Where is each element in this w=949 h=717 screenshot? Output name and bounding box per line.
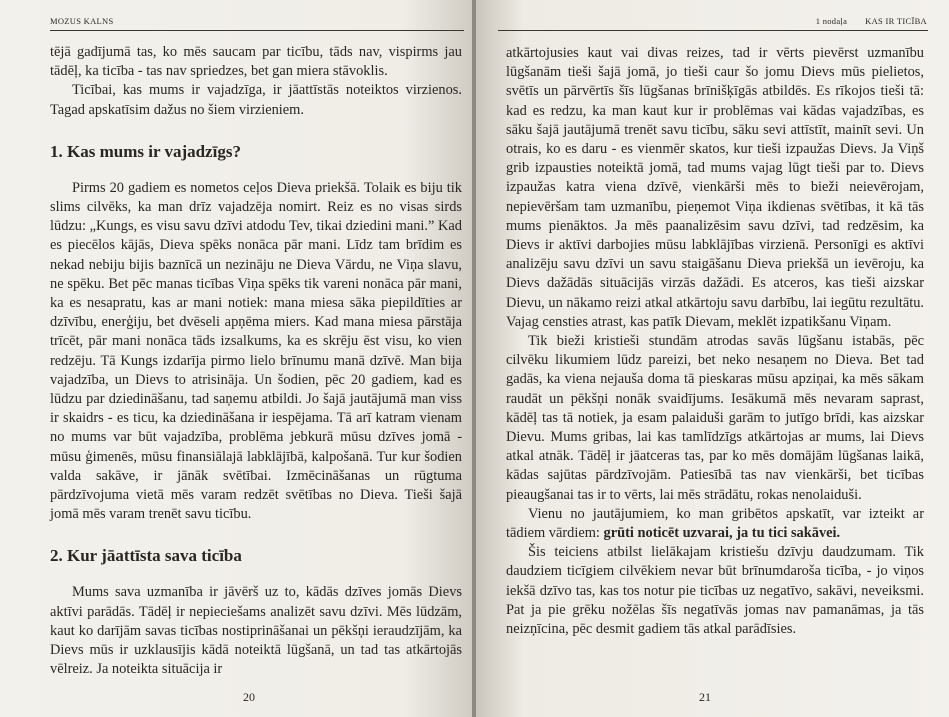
paragraph <box>506 505 924 543</box>
paragraph: Tik bieži kristieši stundām atrodas savās lūgšanu istabās, pēc cilvēku likumiem lūdz pareizi, bet neko nesaņem no Dieva. Bet tad gadās, ka viena nejauša doma tā pieskaras mūsu apziņai, ka mēs sākam raudāt un pēkšņi nonāk svaidījums. Iesākumā mēs nevaram saprast, kādēļ tas tā notiek, ja esam palaiduši garām to jutīgo brīdi, kas aizskar Dievu. Mums gribas, lai kas tamlīdzīgs atkārtojas ar mums, lai Dievs atkal atnāk. Tādēļ ir jāatceras tas, par ko mēs domājām lūgšanas laikā, kādas sajūtas pārdzīvojām. Patiesībā tas nav vienkārši, bet ticības pieaugšanai tas ir to vērts, lai mēs strādātu, rokas nenolaiduši. <box>506 333 924 503</box>
paragraph: Šis teiciens atbilst lielākajam kristiešu dzīvju daudzumam. Tik daudziem ticīgiem cilvēkiem nevar būt brīnumdaroša ticība, - jo viņos iekšā dzīvo tas, kas tos notur pie ticības uz negatīvo, sakāvi, neveiksmi. Pat ja pie grēku nožēlas šīs negatīvās jomas nav pamanāmas, ja tās neizņīcina, pēc desmit gadiem tās atkal parādīsies. <box>506 544 924 638</box>
paragraph: atkārtojusies kaut vai divas reizes, tad ir vērts pievērst uzmanību lūgšanām tieši šajā jomā, jo tieši caur šo jomu Dievs mūs pielietos, svētīs un pārvērtīs šīs lūgšanas brīnišķīgās atbildēs. Es rīkojos tieši tā: kad es redzu, ka man kaut kur ir problēmas vai kādas vajadzības, es sāku šajā jautājumā trenēt savu ticību, sāku sevi attīstīt, mainīt sevi. Un otrais, ko es daru - es vienmēr skatos, kur tieši izpaužas Dievs. Ja Viņš grib izpausties noteiktā jomā, tad mums vajag lūgt tieši par to. Dievs izpaužas katra viena dzīvē, vienkārši mēs to bieži neievērojam, nepievēršam tam uzmanību, pieņemot Viņa ikdienas svētības, it kā tās mums pienāktos. Ja mēs paanalizēsim savu dzīvi, tad redzēsim, ka Dievs ir aktīvi darbojies mūsu labklājības virzienā. Personīgi es aktīvi analizēju savu dzīvi un savu staigāšanu Dieva priekšā un ievēroju, ka Dievs dažādās situācijās virzās dažādi. Es atceros, kas tieši aizskar Dievu, un nākamo reizi atkal atkārtoju savu darbību, lai iegūtu rezultātu. Vajag censties atrast, kas patīk Dievam, meklēt izpatikšanu Viņam. <box>506 45 924 330</box>
chapter-label: 1 nodaļa <box>815 16 848 26</box>
emphasized-statement: grūti noticēt uzvarai, ja tu tici sakāvei. <box>603 525 841 542</box>
section-heading-2: 2. Kur jāattīsta sava ticība <box>50 546 242 566</box>
running-head-left: MOZUS KALNS <box>50 16 114 26</box>
paragraph: Pirms 20 gadiem es nometos ceļos Dieva priekšā. Tolaik es biju tik slims cilvēks, ka man drīz vajadzēja nomirt. Reiz es no visas sirds lūdzu: „Kungs, es visu savu dzīvi atdodu Tev, tikai dziedini mani.” Kad es piecēlos kājās, Dieva spēks nonāca pār mani. Līdz tam brīdim es nekad nebiju bijis baznīcā un nezināju ne Dieva Vārdu, ne Viņa slavu, ne spēku. Bet pēc manas ticības Viņa spēks tik vareni nonāca pār mani, ka es nesapratu, kas ar mani notiek: mana miesa sāka piepildīties ar dzīvību, enerģiju, bet dvēseli apņēma miers. Kad mana miesa pārstāja trīcēt, pār mani nonāca tāds izsalkums, ka es skrēju ēst visu, ko vien redzēju. Tā Kungs izdarīja pirmo lielo brīnumu manā dzīvē. Man bija vajadzība, un Dievs to atrisināja. Un šodien, pēc 20 gadiem, kad es lūdzu par dziedināšanu, tad saņemu atbildi. Jo šajā jautājumā man viss ir skaidrs - es ticu, ka dziedināšana ir iespējama. Tā arī katram vienam no mums var būt vajadzība, problēma jebkurā mūsu dzīves jomā - mūsu ģimenēs, mūsu finansiālajā labklājībā, kalpošanā. Tur kur šodien valda sakāve, ir jānāk svētībai. Izmēcināšanas un rūgtuma pārdzīvojuma vietā mēs varam redzēt svētības no Dieva. Tieši šajā jomā mēs varam trenēt savu ticību. <box>50 179 462 523</box>
right-page <box>476 0 949 717</box>
chapter-title: KAS IR TICĪBA <box>865 16 927 26</box>
right-page-text <box>506 44 924 639</box>
page-number-left: 20 <box>243 690 255 704</box>
paragraph: Mums sava uzmanība ir jāvērš uz to, kādās dzīves jomās Dievs aktīvi parādās. Tādēļ ir nepieciešams analizēt savu dzīvi. Mēs lūdzām, kaut ko darījām savas ticības nostiprināšanai un pēkšņi ieraudzījām, ka Dievs mūs ir uzklausījis kādā noteiktā lūgšanā, un tad tas atkārtojās vēlreiz. Ja noteikta situācija ir <box>50 584 462 678</box>
page-number-right: 21 <box>699 690 711 704</box>
running-head-right <box>816 16 927 26</box>
header-rule-right <box>498 30 928 31</box>
left-page-text <box>50 43 462 679</box>
paragraph-lead: Vienu no jautājumiem, ko man gribētos apskatīt, var izteikt ar tādiem vārdiem: <box>506 505 924 542</box>
paragraph: Ticībai, kas mums ir vajadzīga, ir jāattīstās noteiktos virzienos. Tagad apskatīsim dažus no šiem virzieniem. <box>50 82 462 118</box>
paragraph: tējā gadījumā tas, ko mēs saucam par ticību, tāds nav, vispirms jau tādēļ, ka ticība - tas nav spriedzes, bet gan miera stāvoklis. <box>50 44 462 80</box>
header-rule-left <box>50 30 464 31</box>
left-page <box>0 0 474 717</box>
section-heading-1: 1. Kas mums ir vajadzīgs? <box>50 141 241 161</box>
